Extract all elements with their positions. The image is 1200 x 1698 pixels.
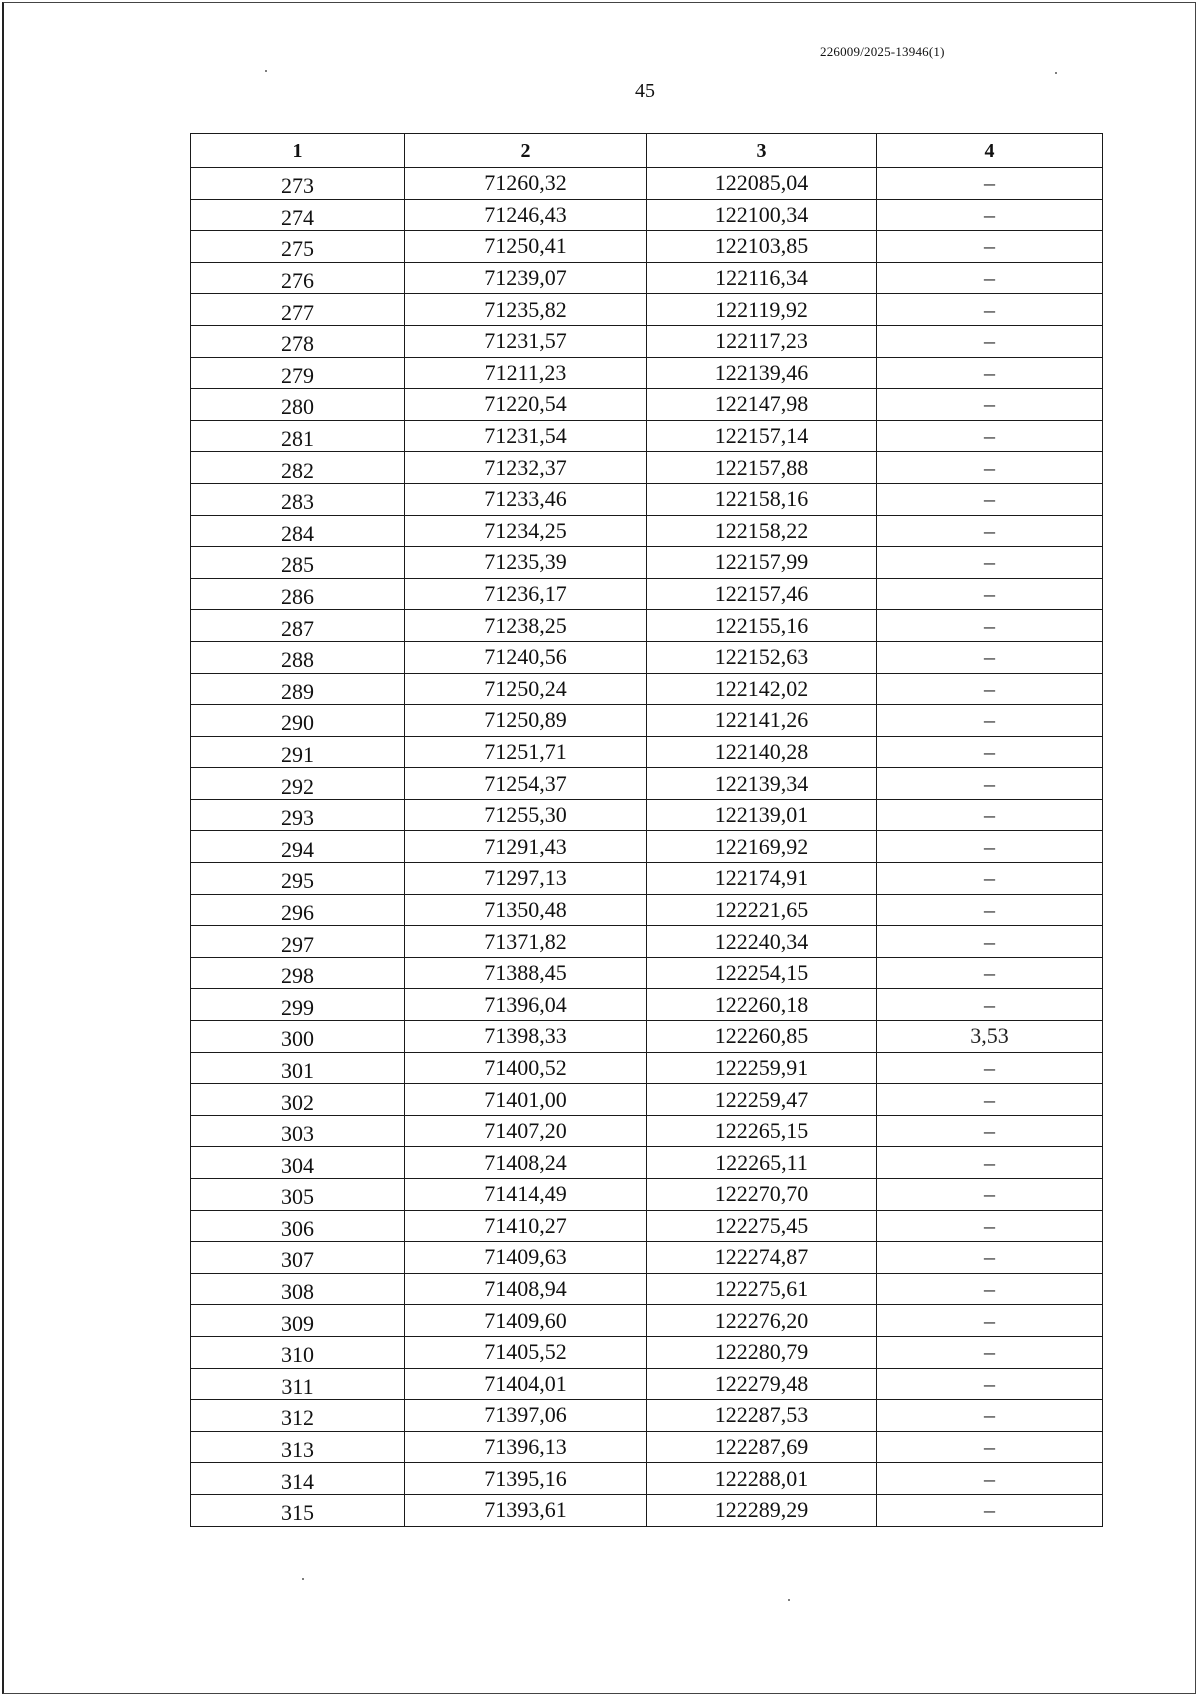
- table-cell: 71240,56: [405, 641, 647, 673]
- table-cell: 308: [191, 1273, 405, 1305]
- table-cell: –: [877, 1368, 1103, 1400]
- table-cell: 71393,61: [405, 1494, 647, 1526]
- table-cell: 273: [191, 168, 405, 200]
- table-row: [191, 736, 1103, 768]
- table-cell: –: [877, 1431, 1103, 1463]
- table-cell: –: [877, 989, 1103, 1021]
- table-cell: 288: [191, 641, 405, 673]
- table-row: [191, 894, 1103, 926]
- table-cell: 122279,48: [647, 1368, 877, 1400]
- table-cell: 295: [191, 863, 405, 895]
- table-cell: 310: [191, 1336, 405, 1368]
- column-header: 2: [405, 134, 647, 168]
- table-cell: 71350,48: [405, 894, 647, 926]
- table-cell: –: [877, 452, 1103, 484]
- table-cell: 291: [191, 736, 405, 768]
- table-cell: 276: [191, 262, 405, 294]
- column-header: 4: [877, 134, 1103, 168]
- table-row: [191, 483, 1103, 515]
- table-cell: –: [877, 294, 1103, 326]
- table-row: [191, 1084, 1103, 1116]
- table-cell: 71396,13: [405, 1431, 647, 1463]
- table-cell: 292: [191, 768, 405, 800]
- table-cell: –: [877, 863, 1103, 895]
- table-cell: 3,53: [877, 1021, 1103, 1053]
- table-cell: –: [877, 1052, 1103, 1084]
- table-row: [191, 1210, 1103, 1242]
- table-cell: –: [877, 420, 1103, 452]
- table-cell: 122142,02: [647, 673, 877, 705]
- table-cell: 71396,04: [405, 989, 647, 1021]
- table-row: [191, 547, 1103, 579]
- table-cell: –: [877, 1336, 1103, 1368]
- table-cell: 122152,63: [647, 641, 877, 673]
- table-row: [191, 1179, 1103, 1211]
- column-header: 1: [191, 134, 405, 168]
- table-row: [191, 1463, 1103, 1495]
- table-cell: 122103,85: [647, 231, 877, 263]
- table-cell: –: [877, 705, 1103, 737]
- table-cell: 287: [191, 610, 405, 642]
- table-cell: 122287,69: [647, 1431, 877, 1463]
- table-cell: –: [877, 894, 1103, 926]
- table-cell: –: [877, 1210, 1103, 1242]
- table-cell: 122265,11: [647, 1147, 877, 1179]
- table-row: [191, 294, 1103, 326]
- table-cell: –: [877, 768, 1103, 800]
- table-cell: –: [877, 926, 1103, 958]
- table-row: [191, 199, 1103, 231]
- table-row: [191, 1368, 1103, 1400]
- table-cell: 71371,82: [405, 926, 647, 958]
- table-cell: 122287,53: [647, 1400, 877, 1432]
- table-cell: 71291,43: [405, 831, 647, 863]
- table-cell: –: [877, 957, 1103, 989]
- table-cell: 302: [191, 1084, 405, 1116]
- table-row: [191, 389, 1103, 421]
- table-cell: 122221,65: [647, 894, 877, 926]
- table-cell: 122100,34: [647, 199, 877, 231]
- table-cell: 71398,33: [405, 1021, 647, 1053]
- table-cell: 122289,29: [647, 1494, 877, 1526]
- table-cell: 301: [191, 1052, 405, 1084]
- table-cell: 122119,92: [647, 294, 877, 326]
- table-cell: 122259,91: [647, 1052, 877, 1084]
- table-cell: 280: [191, 389, 405, 421]
- page-number: 45: [635, 80, 655, 102]
- table-row: [191, 1052, 1103, 1084]
- table-cell: 279: [191, 357, 405, 389]
- table-cell: –: [877, 578, 1103, 610]
- table-cell: 122260,18: [647, 989, 877, 1021]
- table-cell: 313: [191, 1431, 405, 1463]
- table-cell: 122260,85: [647, 1021, 877, 1053]
- table-cell: 71408,94: [405, 1273, 647, 1305]
- column-header: 3: [647, 134, 877, 168]
- table-cell: –: [877, 610, 1103, 642]
- table-cell: –: [877, 168, 1103, 200]
- table-row: [191, 863, 1103, 895]
- table-cell: –: [877, 325, 1103, 357]
- table-cell: –: [877, 1273, 1103, 1305]
- table-cell: 297: [191, 926, 405, 958]
- table-cell: 71260,32: [405, 168, 647, 200]
- table-row: [191, 1147, 1103, 1179]
- table-cell: 122276,20: [647, 1305, 877, 1337]
- table-cell: 122141,26: [647, 705, 877, 737]
- table-cell: 122158,16: [647, 483, 877, 515]
- table-cell: 122157,14: [647, 420, 877, 452]
- table-cell: 71410,27: [405, 1210, 647, 1242]
- table-cell: –: [877, 1115, 1103, 1147]
- table-cell: 122139,46: [647, 357, 877, 389]
- table-row: [191, 420, 1103, 452]
- table-cell: 122174,91: [647, 863, 877, 895]
- table-cell: 298: [191, 957, 405, 989]
- table-cell: 71220,54: [405, 389, 647, 421]
- table-cell: 299: [191, 989, 405, 1021]
- table-cell: 71405,52: [405, 1336, 647, 1368]
- table-cell: –: [877, 673, 1103, 705]
- table-cell: 311: [191, 1368, 405, 1400]
- table-cell: 122116,34: [647, 262, 877, 294]
- table-cell: 71388,45: [405, 957, 647, 989]
- table-cell: –: [877, 515, 1103, 547]
- table-cell: 71250,41: [405, 231, 647, 263]
- table-cell: 122147,98: [647, 389, 877, 421]
- table-cell: 275: [191, 231, 405, 263]
- table-cell: –: [877, 231, 1103, 263]
- table-row: [191, 1242, 1103, 1274]
- table-cell: 283: [191, 483, 405, 515]
- table-cell: 71236,17: [405, 578, 647, 610]
- table-body: [191, 168, 1103, 1527]
- table-cell: 122275,45: [647, 1210, 877, 1242]
- table-cell: 122270,70: [647, 1179, 877, 1211]
- table-cell: 71232,37: [405, 452, 647, 484]
- table-cell: 122254,15: [647, 957, 877, 989]
- table-cell: 122117,23: [647, 325, 877, 357]
- table-cell: 304: [191, 1147, 405, 1179]
- table-cell: –: [877, 1147, 1103, 1179]
- table-row: [191, 262, 1103, 294]
- table-cell: –: [877, 1179, 1103, 1211]
- table-cell: 122240,34: [647, 926, 877, 958]
- table-cell: 71404,01: [405, 1368, 647, 1400]
- table-cell: 303: [191, 1115, 405, 1147]
- table-row: [191, 831, 1103, 863]
- table-cell: 71231,54: [405, 420, 647, 452]
- table-cell: 306: [191, 1210, 405, 1242]
- table-cell: 71401,00: [405, 1084, 647, 1116]
- table-cell: 122139,01: [647, 799, 877, 831]
- table-cell: 122280,79: [647, 1336, 877, 1368]
- table-row: [191, 578, 1103, 610]
- table-cell: 286: [191, 578, 405, 610]
- table-cell: –: [877, 1463, 1103, 1495]
- table-row: [191, 1021, 1103, 1053]
- table-cell: 71397,06: [405, 1400, 647, 1432]
- table-row: [191, 1494, 1103, 1526]
- table-cell: –: [877, 641, 1103, 673]
- table-row: [191, 673, 1103, 705]
- table-row: [191, 168, 1103, 200]
- table-cell: 309: [191, 1305, 405, 1337]
- table-cell: –: [877, 483, 1103, 515]
- table-row: [191, 957, 1103, 989]
- table-cell: –: [877, 1084, 1103, 1116]
- table-cell: 122085,04: [647, 168, 877, 200]
- table-cell: 289: [191, 673, 405, 705]
- table-cell: –: [877, 799, 1103, 831]
- table-row: [191, 705, 1103, 737]
- table-cell: 122139,34: [647, 768, 877, 800]
- table-cell: 122157,46: [647, 578, 877, 610]
- table-row: [191, 641, 1103, 673]
- table-cell: –: [877, 1305, 1103, 1337]
- table-cell: 296: [191, 894, 405, 926]
- table-cell: 307: [191, 1242, 405, 1274]
- table-row: [191, 768, 1103, 800]
- table-cell: 122259,47: [647, 1084, 877, 1116]
- table-row: [191, 452, 1103, 484]
- table-cell: –: [877, 262, 1103, 294]
- table-cell: 71251,71: [405, 736, 647, 768]
- table-cell: 122265,15: [647, 1115, 877, 1147]
- table-row: [191, 799, 1103, 831]
- table-cell: 71246,43: [405, 199, 647, 231]
- table-row: [191, 989, 1103, 1021]
- table-cell: 122288,01: [647, 1463, 877, 1495]
- table-cell: 274: [191, 199, 405, 231]
- coordinates-table: [190, 133, 1103, 1527]
- table-cell: 294: [191, 831, 405, 863]
- table-cell: 122140,28: [647, 736, 877, 768]
- table-cell: 122274,87: [647, 1242, 877, 1274]
- table-cell: 71407,20: [405, 1115, 647, 1147]
- table-cell: 314: [191, 1463, 405, 1495]
- table-cell: –: [877, 357, 1103, 389]
- table-cell: –: [877, 389, 1103, 421]
- table-cell: –: [877, 1494, 1103, 1526]
- table-cell: 122158,22: [647, 515, 877, 547]
- table-cell: 305: [191, 1179, 405, 1211]
- table-row: [191, 515, 1103, 547]
- table-cell: 122155,16: [647, 610, 877, 642]
- table-cell: 71250,89: [405, 705, 647, 737]
- table-cell: 71235,82: [405, 294, 647, 326]
- table-cell: 71235,39: [405, 547, 647, 579]
- table-cell: 71234,25: [405, 515, 647, 547]
- table-cell: 315: [191, 1494, 405, 1526]
- scan-speck: [1055, 72, 1057, 74]
- table-cell: 282: [191, 452, 405, 484]
- table-cell: 122275,61: [647, 1273, 877, 1305]
- table-row: [191, 325, 1103, 357]
- table-cell: 281: [191, 420, 405, 452]
- table-cell: 71408,24: [405, 1147, 647, 1179]
- table-cell: –: [877, 831, 1103, 863]
- table-cell: 71250,24: [405, 673, 647, 705]
- table-cell: 278: [191, 325, 405, 357]
- table-row: [191, 231, 1103, 263]
- table-cell: 71409,63: [405, 1242, 647, 1274]
- table-row: [191, 610, 1103, 642]
- table-cell: 284: [191, 515, 405, 547]
- table-cell: –: [877, 199, 1103, 231]
- table-cell: 71400,52: [405, 1052, 647, 1084]
- table-cell: –: [877, 547, 1103, 579]
- table-cell: 300: [191, 1021, 405, 1053]
- table-cell: –: [877, 1400, 1103, 1432]
- table-cell: 312: [191, 1400, 405, 1432]
- table-row: [191, 1431, 1103, 1463]
- table-cell: 71238,25: [405, 610, 647, 642]
- table-cell: 290: [191, 705, 405, 737]
- table-cell: 71297,13: [405, 863, 647, 895]
- table-row: [191, 1115, 1103, 1147]
- table-header-row: [191, 134, 1103, 168]
- table-row: [191, 1400, 1103, 1432]
- table-cell: 71231,57: [405, 325, 647, 357]
- scan-speck: [302, 1578, 304, 1580]
- table-cell: 122157,88: [647, 452, 877, 484]
- table-cell: –: [877, 1242, 1103, 1274]
- table-cell: 71255,30: [405, 799, 647, 831]
- scan-speck: [788, 1599, 790, 1601]
- table-cell: 122169,92: [647, 831, 877, 863]
- table-cell: 277: [191, 294, 405, 326]
- table-cell: 122157,99: [647, 547, 877, 579]
- table-row: [191, 357, 1103, 389]
- table-cell: 293: [191, 799, 405, 831]
- table-cell: 285: [191, 547, 405, 579]
- document-registration-number: 226009/2025-13946(1): [820, 44, 945, 59]
- table-cell: 71254,37: [405, 768, 647, 800]
- table-row: [191, 1336, 1103, 1368]
- table-row: [191, 926, 1103, 958]
- table-cell: 71233,46: [405, 483, 647, 515]
- table-cell: –: [877, 736, 1103, 768]
- table-row: [191, 1305, 1103, 1337]
- table-cell: 71395,16: [405, 1463, 647, 1495]
- table-cell: 71409,60: [405, 1305, 647, 1337]
- table-cell: 71414,49: [405, 1179, 647, 1211]
- scan-speck: [265, 70, 267, 72]
- table-cell: 71239,07: [405, 262, 647, 294]
- table-cell: 71211,23: [405, 357, 647, 389]
- table-row: [191, 1273, 1103, 1305]
